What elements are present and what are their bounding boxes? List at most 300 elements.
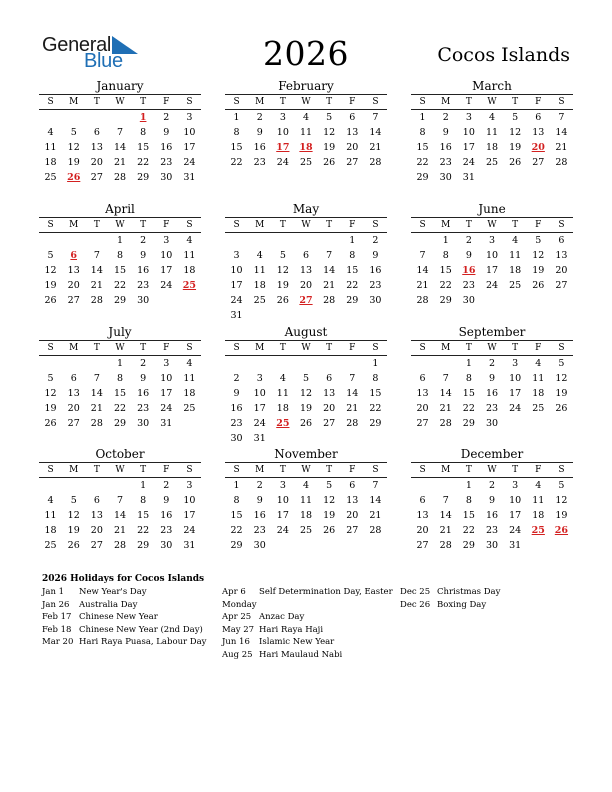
day-cell: 9 — [140, 373, 147, 384]
day-cell: 6 — [349, 480, 356, 491]
weekday-label: T — [326, 343, 333, 353]
day-cell: 16 — [137, 388, 150, 399]
day-cell: 28 — [416, 295, 429, 306]
day-cell: 2 — [233, 373, 240, 384]
holiday-entry — [42, 599, 207, 612]
holiday-entry — [42, 586, 207, 599]
day-cell: 3 — [163, 358, 170, 369]
day-cell: 6 — [349, 112, 356, 123]
month-title: May — [292, 202, 320, 216]
day-cell: 21 — [90, 403, 103, 414]
day-cell: 20 — [346, 510, 359, 521]
day-cell: 7 — [93, 250, 100, 261]
day-grid — [225, 356, 387, 446]
day-cell: 5 — [558, 358, 565, 369]
day-cell: 4 — [488, 112, 496, 123]
day-cell: 20 — [67, 403, 80, 414]
month-september — [411, 325, 573, 431]
day-cell: 5 — [535, 235, 542, 246]
holiday-name: Monday — [222, 599, 257, 610]
day-cell: 17 — [183, 142, 196, 153]
weekday-label: S — [372, 220, 379, 230]
day-cell: 24 — [160, 280, 173, 291]
day-cell: 17 — [183, 510, 196, 521]
day-grid — [411, 110, 573, 185]
weekday-header — [39, 94, 201, 110]
day-cell: 13 — [90, 510, 103, 521]
day-cell: 7 — [116, 495, 124, 506]
holiday-date: Jun 16 — [222, 637, 250, 647]
day-cell: 7 — [349, 373, 356, 384]
day-cell: 21 — [113, 525, 127, 536]
day-cell: 22 — [416, 157, 429, 168]
day-cell: 9 — [372, 250, 379, 261]
day-cell: 14 — [323, 265, 336, 276]
day-cell: 21 — [416, 280, 429, 291]
weekday-label: F — [535, 220, 542, 230]
holiday-day-cell: 25 — [182, 280, 197, 291]
holiday-date: May 27 — [222, 624, 255, 635]
month-title: January — [96, 79, 144, 93]
day-cell: 4 — [186, 235, 193, 246]
day-cell: 5 — [47, 373, 54, 384]
day-cell: 9 — [140, 250, 147, 261]
day-cell: 27 — [67, 295, 80, 306]
day-cell: 23 — [485, 403, 499, 414]
day-cell: 2 — [163, 480, 170, 491]
day-cell: 28 — [369, 525, 382, 536]
month-title: December — [460, 447, 524, 461]
weekday-label: T — [93, 343, 100, 353]
weekday-label: M — [255, 343, 265, 353]
weekday-label: S — [186, 97, 193, 107]
day-cell: 22 — [230, 525, 243, 536]
day-cell: 22 — [137, 525, 150, 536]
holiday-date: Aug 25 — [222, 649, 253, 660]
holiday-name: Boxing Day — [437, 599, 487, 610]
day-cell: 16 — [485, 510, 499, 521]
day-cell: 3 — [233, 250, 240, 261]
day-cell: 4 — [279, 373, 286, 384]
day-cell: 27 — [323, 418, 336, 429]
day-cell: 6 — [419, 495, 426, 506]
month-june — [411, 202, 573, 308]
day-cell: 16 — [253, 510, 266, 521]
empty-cell — [248, 356, 271, 371]
day-cell: 3 — [279, 112, 286, 123]
weekday-label: F — [349, 343, 356, 353]
day-cell: 28 — [439, 540, 452, 551]
day-cell: 12 — [67, 142, 80, 153]
weekday-label: S — [419, 465, 426, 475]
weekday-label: T — [512, 343, 519, 353]
holiday-day-cell: 1 — [139, 112, 147, 123]
day-cell: 14 — [90, 388, 103, 399]
day-cell: 26 — [44, 418, 57, 429]
weekday-label: S — [47, 220, 54, 230]
day-cell: 5 — [512, 112, 519, 123]
day-cell: 15 — [346, 265, 359, 276]
weekday-header — [39, 217, 201, 233]
day-cell: 25 — [509, 280, 522, 291]
day-cell: 2 — [140, 235, 147, 246]
day-cell: 31 — [183, 540, 196, 551]
weekday-label: S — [419, 343, 426, 353]
day-cell: 18 — [485, 142, 499, 153]
weekday-label: T — [326, 465, 333, 475]
day-cell: 3 — [279, 480, 286, 491]
day-cell: 23 — [137, 280, 150, 291]
day-cell: 3 — [256, 373, 263, 384]
empty-cell — [294, 356, 317, 371]
weekday-label: W — [487, 97, 497, 107]
month-title: March — [472, 79, 512, 93]
day-cell: 10 — [509, 495, 522, 506]
day-cell: 16 — [160, 142, 173, 153]
weekday-label: F — [535, 465, 542, 475]
weekday-label: F — [349, 465, 356, 475]
day-cell: 19 — [67, 525, 80, 536]
day-grid — [39, 356, 201, 431]
day-cell: 29 — [439, 295, 452, 306]
day-cell: 9 — [233, 388, 240, 399]
holiday-name: Chinese New Year (2nd Day) — [79, 624, 203, 635]
weekday-header — [39, 340, 201, 356]
weekday-label: W — [301, 97, 311, 107]
day-cell: 16 — [439, 142, 452, 153]
day-cell: 4 — [302, 480, 310, 491]
day-cell: 9 — [256, 495, 263, 506]
day-cell: 8 — [465, 495, 472, 506]
day-cell: 7 — [93, 373, 100, 384]
weekday-header — [225, 462, 387, 478]
day-cell: 28 — [90, 418, 103, 429]
day-cell: 21 — [113, 157, 127, 168]
holiday-date: Feb 17 — [42, 612, 72, 622]
day-cell: 6 — [93, 127, 100, 138]
day-cell: 30 — [485, 540, 499, 551]
weekday-label: W — [301, 343, 311, 353]
day-cell: 23 — [369, 280, 382, 291]
weekday-label: S — [186, 465, 193, 475]
holiday-date: Jan 1 — [42, 587, 65, 597]
day-cell: 2 — [372, 235, 379, 246]
day-cell: 11 — [183, 250, 196, 261]
day-cell: 8 — [442, 250, 449, 261]
empty-cell — [39, 110, 62, 125]
weekday-label: T — [140, 220, 147, 230]
day-cell: 9 — [163, 495, 170, 506]
month-title: June — [478, 202, 506, 216]
day-cell: 13 — [67, 265, 80, 276]
day-cell: 14 — [346, 388, 359, 399]
day-cell: 13 — [90, 142, 103, 153]
holiday-name: Hari Raya Haji — [259, 624, 324, 635]
day-cell: 18 — [276, 403, 289, 414]
day-cell: 4 — [512, 235, 519, 246]
day-cell: 3 — [512, 480, 519, 491]
day-cell: 27 — [416, 540, 429, 551]
day-cell: 29 — [113, 418, 127, 429]
holiday-date: Jan 26 — [42, 599, 70, 610]
day-cell: 11 — [299, 495, 313, 506]
day-cell: 7 — [442, 373, 449, 384]
day-cell: 20 — [555, 265, 568, 276]
empty-cell — [108, 110, 131, 125]
weekday-label: M — [69, 343, 79, 353]
day-cell: 9 — [488, 495, 496, 506]
day-cell: 30 — [439, 172, 452, 183]
day-cell: 5 — [326, 112, 333, 123]
holiday-name: Hari Maulaud Nabi — [259, 649, 343, 660]
weekday-label: M — [69, 465, 79, 475]
day-cell: 19 — [67, 157, 80, 168]
day-cell: 13 — [532, 127, 545, 138]
day-cell: 25 — [485, 157, 499, 168]
day-cell: 3 — [512, 358, 519, 369]
day-cell: 4 — [302, 112, 310, 123]
day-cell: 11 — [253, 265, 266, 276]
day-cell: 28 — [439, 418, 452, 429]
day-cell: 17 — [160, 388, 173, 399]
day-cell: 5 — [326, 480, 333, 491]
day-cell: 20 — [90, 525, 103, 536]
empty-cell — [62, 478, 85, 493]
holiday-entry — [42, 624, 207, 637]
weekday-label: S — [47, 465, 54, 475]
day-cell: 26 — [532, 280, 545, 291]
day-cell: 20 — [90, 157, 103, 168]
day-cell: 12 — [44, 388, 57, 399]
month-february — [225, 79, 387, 170]
weekday-label: W — [487, 465, 497, 475]
weekday-label: W — [487, 343, 497, 353]
day-cell: 4 — [535, 358, 542, 369]
day-cell: 12 — [323, 127, 336, 138]
empty-cell — [411, 233, 434, 248]
day-cell: 21 — [555, 142, 568, 153]
day-cell: 19 — [299, 403, 313, 414]
calendar-header — [0, 0, 612, 80]
weekday-label: T — [93, 465, 100, 475]
holiday-day-cell: 20 — [531, 142, 545, 153]
day-cell: 14 — [369, 127, 382, 138]
holiday-entry — [222, 586, 393, 599]
weekday-label: S — [419, 97, 426, 107]
day-cell: 15 — [462, 510, 475, 521]
day-cell: 31 — [253, 433, 266, 444]
day-cell: 1 — [349, 235, 356, 246]
day-cell: 30 — [137, 295, 150, 306]
weekday-label: S — [372, 465, 379, 475]
month-november — [225, 447, 387, 553]
day-cell: 12 — [67, 510, 80, 521]
day-cell: 24 — [509, 525, 522, 536]
holiday-entry — [42, 636, 207, 649]
day-cell: 29 — [137, 540, 150, 551]
day-cell: 26 — [323, 157, 336, 168]
day-cell: 8 — [116, 373, 124, 384]
day-cell: 18 — [532, 510, 545, 521]
day-cell: 28 — [323, 295, 336, 306]
weekday-label: T — [140, 343, 147, 353]
weekday-label: T — [512, 220, 519, 230]
day-cell: 30 — [160, 172, 173, 183]
day-cell: 5 — [558, 480, 565, 491]
day-cell: 31 — [230, 310, 243, 321]
day-cell: 25 — [183, 403, 196, 414]
day-cell: 28 — [90, 295, 103, 306]
day-cell: 5 — [279, 250, 286, 261]
day-cell: 10 — [462, 127, 475, 138]
day-cell: 13 — [555, 250, 568, 261]
empty-cell — [411, 356, 434, 371]
holiday-entry — [42, 611, 207, 624]
empty-cell — [434, 478, 457, 493]
day-cell: 20 — [323, 403, 336, 414]
day-cell: 31 — [160, 418, 173, 429]
holiday-column — [400, 586, 500, 611]
empty-cell — [62, 356, 85, 371]
day-cell: 25 — [44, 540, 57, 551]
day-cell: 15 — [416, 142, 429, 153]
day-cell: 24 — [253, 418, 266, 429]
day-cell: 15 — [230, 510, 243, 521]
day-cell: 12 — [509, 127, 522, 138]
day-cell: 14 — [439, 510, 452, 521]
holiday-date: Apr 6 — [222, 587, 246, 597]
day-cell: 11 — [532, 373, 545, 384]
day-cell: 29 — [462, 418, 475, 429]
empty-cell — [85, 356, 108, 371]
holiday-name: New Year's Day — [79, 587, 147, 597]
day-cell: 16 — [369, 265, 382, 276]
day-cell: 4 — [47, 495, 54, 506]
holiday-name: Anzac Day — [259, 612, 305, 622]
day-cell: 24 — [509, 403, 522, 414]
day-cell: 14 — [113, 510, 127, 521]
day-cell: 23 — [160, 157, 173, 168]
weekday-label: S — [372, 97, 379, 107]
day-cell: 30 — [253, 540, 266, 551]
weekday-label: F — [349, 220, 356, 230]
day-cell: 30 — [485, 418, 499, 429]
day-cell: 17 — [509, 510, 522, 521]
holiday-day-cell: 16 — [462, 265, 476, 276]
day-cell: 23 — [462, 280, 475, 291]
holiday-day-cell: 27 — [299, 295, 313, 306]
calendar-year: 2026 — [263, 34, 349, 73]
day-cell: 5 — [70, 127, 77, 138]
month-title: August — [284, 325, 328, 339]
day-cell: 21 — [369, 142, 382, 153]
weekday-label: M — [69, 97, 79, 107]
holiday-list-title: 2026 Holidays for Cocos Islands — [42, 574, 205, 584]
day-cell: 13 — [346, 127, 359, 138]
day-cell: 19 — [555, 388, 568, 399]
weekday-label: W — [487, 220, 497, 230]
day-cell: 24 — [183, 157, 196, 168]
weekday-label: M — [441, 220, 451, 230]
weekday-label: F — [163, 343, 170, 353]
logo-text-general: General — [42, 34, 112, 56]
day-cell: 23 — [160, 525, 173, 536]
weekday-label: S — [233, 220, 240, 230]
day-cell: 5 — [70, 495, 77, 506]
weekday-header — [411, 217, 573, 233]
weekday-label: S — [558, 343, 565, 353]
weekday-label: F — [163, 220, 170, 230]
day-cell: 18 — [253, 280, 266, 291]
day-cell: 15 — [230, 142, 243, 153]
day-cell: 27 — [555, 280, 568, 291]
day-cell: 27 — [346, 157, 359, 168]
country-name: Cocos Islands — [437, 44, 570, 66]
weekday-header — [411, 94, 573, 110]
day-cell: 28 — [555, 157, 568, 168]
holiday-entry — [222, 649, 393, 662]
day-cell: 14 — [90, 265, 103, 276]
weekday-header — [225, 340, 387, 356]
day-cell: 15 — [462, 388, 475, 399]
day-cell: 20 — [416, 403, 429, 414]
day-cell: 4 — [256, 250, 263, 261]
day-cell: 24 — [230, 295, 243, 306]
day-cell: 2 — [140, 358, 147, 369]
day-cell: 10 — [253, 388, 266, 399]
day-cell: 30 — [462, 295, 475, 306]
day-cell: 5 — [302, 373, 310, 384]
day-cell: 7 — [419, 250, 426, 261]
month-title: October — [95, 447, 145, 461]
month-title: April — [105, 202, 135, 216]
month-august — [225, 325, 387, 446]
weekday-label: W — [301, 220, 311, 230]
day-cell: 25 — [44, 172, 57, 183]
day-cell: 2 — [488, 358, 496, 369]
empty-cell — [341, 356, 364, 371]
weekday-label: T — [326, 220, 333, 230]
holiday-day-cell: 25 — [276, 418, 290, 429]
day-cell: 16 — [230, 403, 243, 414]
day-cell: 18 — [44, 157, 57, 168]
day-grid — [39, 110, 201, 185]
holiday-column — [222, 586, 393, 661]
day-grid — [225, 110, 387, 170]
day-cell: 11 — [44, 510, 57, 521]
weekday-label: F — [349, 97, 356, 107]
day-cell: 21 — [346, 403, 359, 414]
weekday-label: F — [163, 97, 170, 107]
holiday-date: Mar 20 — [42, 637, 74, 647]
day-cell: 1 — [116, 235, 124, 246]
day-cell: 4 — [535, 480, 542, 491]
holiday-name: Christmas Day — [437, 587, 501, 597]
holiday-day-cell: 25 — [531, 525, 545, 536]
day-cell: 19 — [323, 510, 336, 521]
day-cell: 28 — [369, 157, 382, 168]
day-cell: 6 — [419, 373, 426, 384]
weekday-label: S — [47, 97, 54, 107]
day-cell: 4 — [47, 127, 54, 138]
day-cell: 9 — [442, 127, 449, 138]
empty-cell — [294, 233, 317, 248]
month-may — [225, 202, 387, 323]
day-cell: 6 — [93, 495, 100, 506]
day-cell: 7 — [116, 127, 124, 138]
empty-cell — [39, 478, 62, 493]
day-cell: 21 — [90, 280, 103, 291]
